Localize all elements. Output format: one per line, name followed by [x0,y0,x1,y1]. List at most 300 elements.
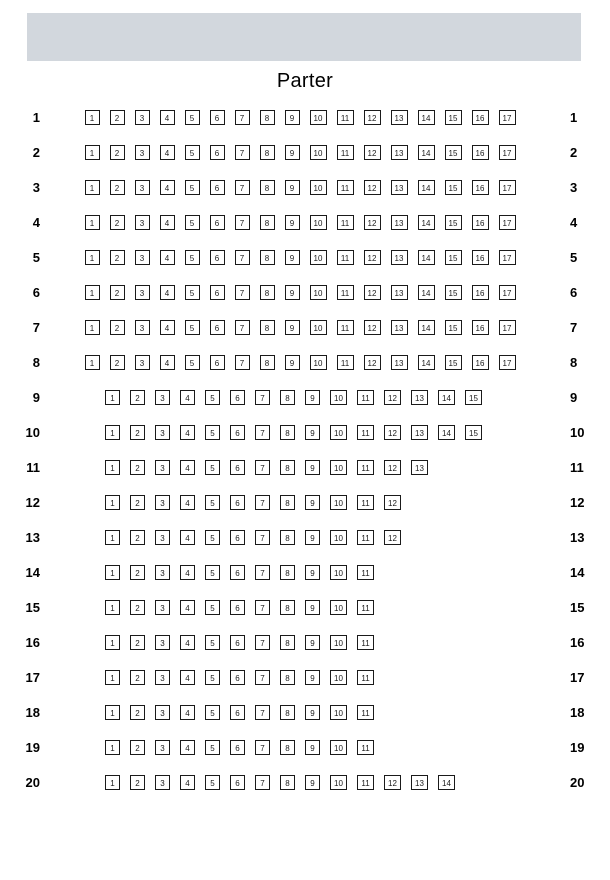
seat[interactable]: 7 [255,670,270,685]
seat[interactable]: 11 [357,425,374,440]
seat[interactable]: 2 [110,285,125,300]
seat[interactable]: 12 [364,110,381,125]
seat[interactable]: 6 [230,635,245,650]
seat[interactable]: 7 [255,495,270,510]
seat[interactable]: 9 [285,250,300,265]
seat[interactable]: 7 [255,565,270,580]
seat[interactable]: 9 [285,110,300,125]
seat[interactable]: 8 [280,495,295,510]
seat-row [0,135,610,170]
seat[interactable]: 4 [180,775,195,790]
seat[interactable]: 10 [330,565,347,580]
seat[interactable]: 6 [210,145,225,160]
seat[interactable]: 12 [364,145,381,160]
seat[interactable]: 14 [438,425,455,440]
seat[interactable]: 17 [499,285,516,300]
seat[interactable]: 10 [330,635,347,650]
seat[interactable]: 11 [357,495,374,510]
seat[interactable]: 5 [205,705,220,720]
seat[interactable]: 9 [305,670,320,685]
seat[interactable]: 9 [285,180,300,195]
seat[interactable]: 11 [357,600,374,615]
seat-row [0,730,610,765]
seat[interactable]: 1 [85,320,100,335]
seats-group [40,180,560,195]
seat[interactable]: 11 [357,565,374,580]
seat[interactable]: 1 [105,775,120,790]
seat[interactable]: 9 [305,635,320,650]
seat[interactable]: 10 [330,670,347,685]
seat[interactable]: 15 [465,390,482,405]
seat[interactable]: 14 [438,390,455,405]
seat[interactable]: 13 [411,460,428,475]
seat[interactable]: 1 [85,145,100,160]
seat[interactable]: 5 [205,460,220,475]
seat[interactable]: 8 [260,250,275,265]
row-label-right: 4 [570,215,578,230]
seat[interactable]: 3 [135,145,150,160]
seat[interactable]: 8 [280,600,295,615]
seat[interactable]: 8 [280,530,295,545]
seat[interactable]: 3 [155,775,170,790]
seat[interactable]: 8 [260,355,275,370]
seat[interactable]: 5 [185,145,200,160]
seat[interactable]: 4 [160,145,175,160]
seat[interactable]: 7 [255,705,270,720]
seat[interactable]: 15 [445,180,462,195]
seat[interactable]: 5 [205,530,220,545]
seat[interactable]: 5 [205,670,220,685]
seat[interactable]: 14 [418,250,435,265]
seat[interactable]: 10 [310,215,327,230]
seat[interactable]: 5 [205,425,220,440]
seat[interactable]: 10 [310,145,327,160]
seat[interactable]: 3 [155,740,170,755]
seat[interactable]: 15 [445,145,462,160]
seat[interactable]: 2 [110,355,125,370]
seat[interactable]: 5 [185,250,200,265]
seat[interactable]: 13 [391,110,408,125]
seat[interactable]: 17 [499,145,516,160]
seat[interactable]: 1 [105,600,120,615]
seats-group [40,250,560,265]
seat[interactable]: 17 [499,250,516,265]
seat[interactable]: 4 [180,565,195,580]
seat[interactable]: 4 [160,110,175,125]
seat[interactable]: 9 [285,285,300,300]
seat[interactable]: 9 [305,460,320,475]
seat[interactable]: 10 [330,425,347,440]
seat[interactable]: 4 [160,180,175,195]
seat[interactable]: 5 [205,600,220,615]
seat[interactable]: 15 [465,425,482,440]
seat[interactable]: 16 [472,145,489,160]
seat[interactable]: 6 [210,215,225,230]
seat[interactable]: 2 [130,740,145,755]
seat[interactable]: 10 [310,110,327,125]
seat[interactable]: 3 [155,635,170,650]
seat[interactable]: 3 [155,600,170,615]
seat[interactable]: 11 [337,180,354,195]
seat[interactable]: 6 [230,670,245,685]
seat[interactable]: 2 [110,215,125,230]
seat[interactable]: 12 [364,355,381,370]
seat[interactable]: 3 [155,705,170,720]
seat[interactable]: 1 [105,495,120,510]
seat[interactable]: 8 [280,775,295,790]
seat[interactable]: 1 [85,355,100,370]
seat[interactable]: 3 [135,355,150,370]
seat[interactable]: 1 [105,425,120,440]
seat[interactable]: 9 [305,390,320,405]
seat[interactable]: 15 [445,355,462,370]
seat[interactable]: 4 [160,215,175,230]
seats-group [40,530,560,545]
seat[interactable]: 8 [280,460,295,475]
seat[interactable]: 7 [235,285,250,300]
seat[interactable]: 16 [472,250,489,265]
seat[interactable]: 6 [230,775,245,790]
seat[interactable]: 9 [305,495,320,510]
seat[interactable]: 15 [445,110,462,125]
seat[interactable]: 11 [337,355,354,370]
seat[interactable]: 9 [285,355,300,370]
seat[interactable]: 3 [155,530,170,545]
seat[interactable]: 4 [160,320,175,335]
row-label-left: 9 [32,390,40,405]
seat[interactable]: 13 [411,390,428,405]
seat[interactable]: 11 [337,250,354,265]
seat[interactable]: 2 [130,565,145,580]
seat[interactable]: 2 [130,495,145,510]
seat[interactable]: 4 [160,285,175,300]
seat[interactable]: 3 [155,565,170,580]
seat[interactable]: 10 [330,705,347,720]
seat[interactable]: 11 [357,740,374,755]
seat[interactable]: 13 [391,145,408,160]
seat[interactable]: 2 [110,145,125,160]
seat[interactable]: 5 [205,565,220,580]
seat[interactable]: 7 [255,460,270,475]
seat[interactable]: 10 [310,320,327,335]
seat[interactable]: 7 [235,110,250,125]
seat[interactable]: 5 [185,180,200,195]
seat[interactable]: 4 [180,425,195,440]
seat[interactable]: 8 [280,670,295,685]
seat[interactable]: 2 [110,320,125,335]
seat[interactable]: 10 [310,250,327,265]
row-label-right: 9 [570,390,578,405]
seat[interactable]: 4 [180,705,195,720]
seat[interactable]: 5 [205,635,220,650]
seat[interactable]: 12 [384,390,401,405]
seat[interactable]: 10 [310,355,327,370]
seat[interactable]: 10 [330,460,347,475]
seat[interactable]: 2 [110,110,125,125]
seat[interactable]: 13 [411,775,428,790]
seat[interactable]: 13 [411,425,428,440]
row-label-right: 8 [570,355,578,370]
seat[interactable]: 16 [472,215,489,230]
seat[interactable]: 12 [384,495,401,510]
seat[interactable]: 9 [285,215,300,230]
seat[interactable]: 12 [364,320,381,335]
seat[interactable]: 4 [160,250,175,265]
seat[interactable]: 9 [305,600,320,615]
seat[interactable]: 17 [499,215,516,230]
seat[interactable]: 11 [337,110,354,125]
seat[interactable]: 11 [357,460,374,475]
seat[interactable]: 16 [472,355,489,370]
seat[interactable]: 12 [384,460,401,475]
seat[interactable]: 7 [255,390,270,405]
seat-row [0,415,610,450]
row-label-left: 20 [25,775,40,790]
seat[interactable]: 11 [357,530,374,545]
seat[interactable]: 13 [391,285,408,300]
seat[interactable]: 7 [255,530,270,545]
seat[interactable]: 2 [130,775,145,790]
seat[interactable]: 16 [472,180,489,195]
row-label-right: 20 [570,775,585,790]
seat[interactable]: 8 [280,390,295,405]
seat[interactable]: 14 [418,180,435,195]
seats-group [40,110,560,125]
seat[interactable]: 7 [255,425,270,440]
seat[interactable]: 7 [235,145,250,160]
seat[interactable]: 1 [105,635,120,650]
seat[interactable]: 6 [210,355,225,370]
seat[interactable]: 1 [105,460,120,475]
seat[interactable]: 15 [445,215,462,230]
seat[interactable]: 3 [155,495,170,510]
seat[interactable]: 9 [305,740,320,755]
seat[interactable]: 6 [230,530,245,545]
seat[interactable]: 8 [260,180,275,195]
seat[interactable]: 3 [135,320,150,335]
seat[interactable]: 7 [255,775,270,790]
seat[interactable]: 8 [260,285,275,300]
seat[interactable]: 14 [438,775,455,790]
seat[interactable]: 6 [230,460,245,475]
seat[interactable]: 2 [130,635,145,650]
seat[interactable]: 7 [235,180,250,195]
seat[interactable]: 4 [180,460,195,475]
seat[interactable]: 1 [105,530,120,545]
seat[interactable]: 5 [205,390,220,405]
seat[interactable]: 2 [110,180,125,195]
seat[interactable]: 16 [472,110,489,125]
seat[interactable]: 6 [230,495,245,510]
seat[interactable]: 1 [105,670,120,685]
seat[interactable]: 15 [445,320,462,335]
seat[interactable]: 12 [384,775,401,790]
seat[interactable]: 17 [499,320,516,335]
seat[interactable]: 6 [210,110,225,125]
seat[interactable]: 11 [337,145,354,160]
seat[interactable]: 11 [357,390,374,405]
row-label-left: 12 [25,495,40,510]
seat[interactable]: 3 [135,285,150,300]
seat[interactable]: 3 [135,110,150,125]
seat[interactable]: 2 [130,705,145,720]
seat[interactable]: 3 [155,425,170,440]
seat[interactable]: 3 [135,215,150,230]
seat[interactable]: 15 [445,285,462,300]
seat[interactable]: 12 [384,530,401,545]
seat[interactable]: 8 [260,145,275,160]
seat[interactable]: 7 [235,250,250,265]
seat[interactable]: 5 [185,285,200,300]
seat[interactable]: 10 [330,390,347,405]
seat[interactable]: 7 [235,215,250,230]
seat[interactable]: 8 [280,635,295,650]
seat[interactable]: 11 [357,705,374,720]
seat[interactable]: 14 [418,215,435,230]
seat[interactable]: 5 [205,740,220,755]
seat[interactable]: 9 [285,320,300,335]
seat[interactable]: 5 [205,775,220,790]
seat[interactable]: 10 [310,180,327,195]
seat[interactable]: 7 [235,355,250,370]
seat[interactable]: 1 [85,215,100,230]
seat[interactable]: 1 [85,285,100,300]
seat[interactable]: 8 [280,705,295,720]
seat[interactable]: 11 [357,775,374,790]
seat[interactable]: 3 [155,460,170,475]
seat[interactable]: 3 [155,670,170,685]
seat[interactable]: 9 [305,775,320,790]
seat[interactable]: 1 [85,250,100,265]
seat[interactable]: 11 [357,635,374,650]
seat[interactable]: 4 [180,740,195,755]
seat[interactable]: 1 [105,565,120,580]
seat[interactable]: 6 [210,320,225,335]
seat[interactable]: 7 [255,600,270,615]
seat[interactable]: 17 [499,110,516,125]
seat[interactable]: 7 [235,320,250,335]
seat[interactable]: 4 [180,390,195,405]
seat[interactable]: 5 [185,215,200,230]
seat[interactable]: 1 [85,180,100,195]
seat[interactable]: 7 [255,740,270,755]
seat[interactable]: 2 [130,460,145,475]
seat[interactable]: 2 [130,425,145,440]
seat[interactable]: 2 [130,530,145,545]
seat[interactable]: 8 [260,320,275,335]
seat[interactable]: 10 [330,600,347,615]
seat[interactable]: 13 [391,250,408,265]
seat[interactable]: 4 [180,635,195,650]
seat[interactable]: 3 [135,250,150,265]
seat[interactable]: 13 [391,320,408,335]
seat[interactable]: 6 [230,740,245,755]
seat[interactable]: 8 [280,425,295,440]
seat[interactable]: 12 [364,250,381,265]
seat[interactable]: 12 [384,425,401,440]
seat[interactable]: 14 [418,110,435,125]
seat[interactable]: 2 [130,670,145,685]
seat[interactable]: 9 [305,425,320,440]
seat[interactable]: 2 [130,390,145,405]
seat[interactable]: 16 [472,285,489,300]
seat[interactable]: 6 [230,390,245,405]
seat[interactable]: 3 [155,390,170,405]
seat[interactable]: 2 [130,600,145,615]
seat[interactable]: 2 [110,250,125,265]
seat[interactable]: 1 [105,390,120,405]
seat[interactable]: 1 [105,740,120,755]
seat[interactable]: 6 [210,250,225,265]
seat[interactable]: 5 [185,320,200,335]
seat[interactable]: 4 [180,670,195,685]
seat[interactable]: 9 [285,145,300,160]
seat[interactable]: 4 [180,530,195,545]
seat[interactable]: 12 [364,285,381,300]
seat[interactable]: 15 [445,250,462,265]
seat[interactable]: 11 [337,320,354,335]
seat[interactable]: 13 [391,355,408,370]
seat[interactable]: 8 [260,110,275,125]
seat[interactable]: 4 [160,355,175,370]
seat[interactable]: 11 [357,670,374,685]
seat[interactable]: 12 [364,180,381,195]
seat[interactable]: 6 [230,425,245,440]
seat[interactable]: 11 [337,285,354,300]
seat[interactable]: 6 [210,180,225,195]
seat[interactable]: 6 [210,285,225,300]
seat[interactable]: 9 [305,565,320,580]
seat[interactable]: 10 [330,775,347,790]
seat[interactable]: 9 [305,530,320,545]
seat[interactable]: 13 [391,215,408,230]
seat[interactable]: 8 [280,740,295,755]
seat[interactable]: 8 [280,565,295,580]
seat[interactable]: 17 [499,180,516,195]
seat[interactable]: 9 [305,705,320,720]
seat[interactable]: 8 [260,215,275,230]
seat[interactable]: 4 [180,495,195,510]
seat[interactable]: 6 [230,565,245,580]
seat[interactable]: 6 [230,600,245,615]
row-label-left: 13 [25,530,40,545]
seat[interactable]: 5 [185,110,200,125]
seat[interactable]: 6 [230,705,245,720]
seat[interactable]: 5 [205,495,220,510]
seat[interactable]: 14 [418,285,435,300]
seat[interactable]: 10 [330,495,347,510]
seat[interactable]: 3 [135,180,150,195]
seat[interactable]: 14 [418,320,435,335]
seat[interactable]: 1 [85,110,100,125]
seat[interactable]: 12 [364,215,381,230]
seat[interactable]: 14 [418,355,435,370]
seat[interactable]: 7 [255,635,270,650]
seat[interactable]: 16 [472,320,489,335]
seat[interactable]: 4 [180,600,195,615]
seat[interactable]: 11 [337,215,354,230]
seat[interactable]: 10 [330,740,347,755]
seat[interactable]: 10 [310,285,327,300]
seat[interactable]: 5 [185,355,200,370]
seat[interactable]: 17 [499,355,516,370]
seat[interactable]: 14 [418,145,435,160]
seat[interactable]: 13 [391,180,408,195]
seat[interactable]: 10 [330,530,347,545]
seat[interactable]: 1 [105,705,120,720]
stage-area [27,13,581,61]
seat-row [0,275,610,310]
